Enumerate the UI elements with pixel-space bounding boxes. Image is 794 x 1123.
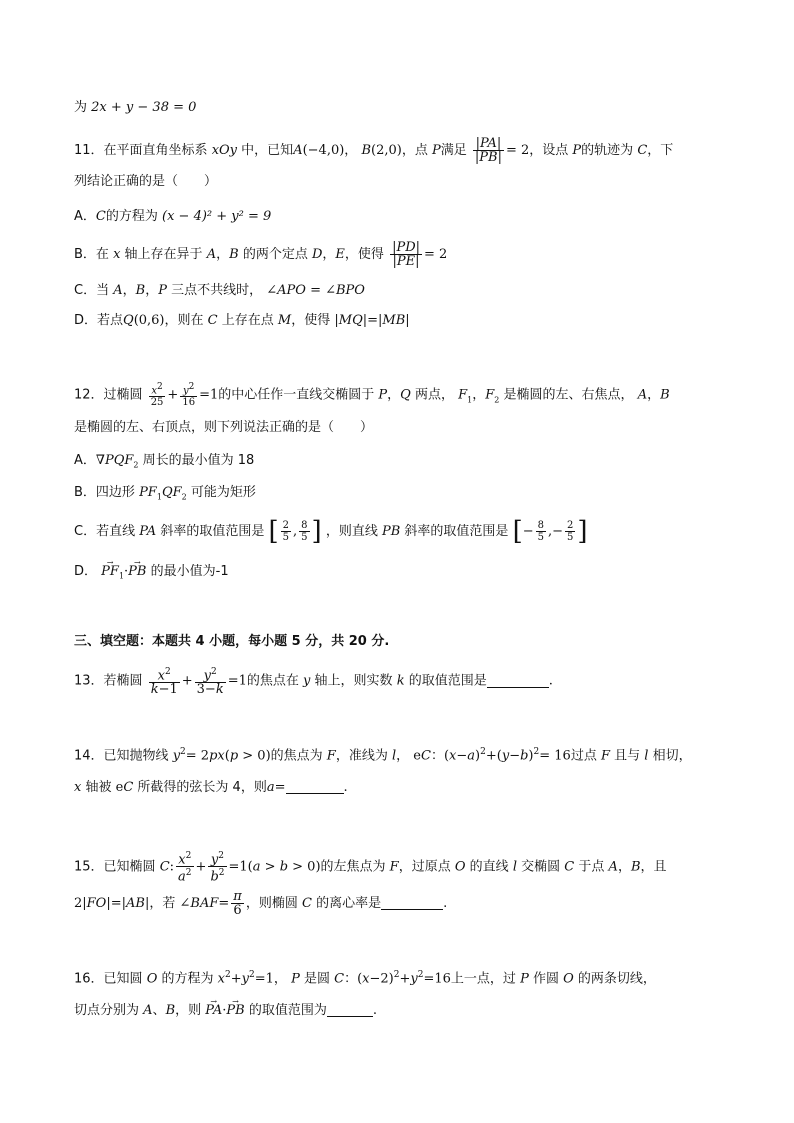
prev-question-tail: 为 2x + y − 38 = 0 <box>74 100 197 115</box>
question-14-line2: x 轴被 eC 所截得的弦长为 4，则a= . <box>74 780 348 795</box>
question-12-option-c: C．若直线 PA 斜率的取值范围是 [ $\frac{2}{5}$ , $\frac{8}{5}$ ] ，则直线 PB 斜率的取值范围是 [− $\frac{8}{5}$ ,− $\frac{2}{5}$ ] <box>74 516 588 547</box>
question-12-option-a: A．$\nabla PQF_2$ 周长的最小值为 18 <box>74 453 255 470</box>
question-14-line1: 14．已知抛物线 $y^2= 2px(p > 0)$的焦点为 F，准线为 l， eC：$(x-a)^2+(y-b)^2= 16$过点 F 且与 l 相切， <box>74 747 692 764</box>
question-12-stem: 12．过椭圆 $\frac{x^2}{25}$ + $\frac{y^2}{16}$ =1的中心任作一直线交椭圆于 P，Q 两点， $F_1$，$F_2$ 是椭圆的左、右焦点， A，B <box>74 382 670 409</box>
question-13: 13．若椭圆 $\frac{x^2}{k-1}$ + $\frac{y^2}{3-k}$ =1的焦点在 y 轴上，则实数 k 的取值范围是 . <box>74 667 553 698</box>
section-3-heading: 三、填空题：本题共 4 小题，每小题 5 分，共 20 分. <box>74 634 390 649</box>
question-15-line2: 2|FO|=|AB|，若 ∠BAF= $\frac{\pi}{6}$ ，则椭圆 C 的离心率是 . <box>74 889 448 918</box>
question-16-line2: 切点分别为 A、B，则 → PA·→ PB 的取值范围为 . <box>74 1001 377 1021</box>
question-16-line1: 16．已知圆 O 的方程为 $x^2+y^2=1$， P 是圆 C：$(x-2)^2+y^2=16$上一点，过 P 作圆 O 的两条切线， <box>74 970 656 987</box>
question-11-option-a: A．C的方程为 (x − 4)² + y² = 9 <box>74 209 272 224</box>
question-11-stem: 11．在平面直角坐标系 xOy 中，已知A(−4,0)， B(2,0)，点 P满足 $\frac{|PA|}{|PB|}$ = 2，设点 P的轨迹为 C，下 <box>74 136 674 165</box>
question-15-line1: 15．已知椭圆 C: $\frac{x^2}{a^2}$ + $\frac{y^2}{b^2}$ =1(a > b > 0)的左焦点为 F，过原点 O 的直线 l 交椭圆 C 于点 A，B，且 <box>74 851 667 885</box>
question-11-option-c: C．当 A，B，P 三点不共线时， ∠APO = ∠BPO <box>74 283 365 298</box>
answer-blank <box>381 895 443 910</box>
answer-blank <box>487 673 549 688</box>
answer-blank <box>327 1002 373 1017</box>
question-12-option-d: D． → $PF_1\cdot\to$ PB 的最小值为-1 <box>74 562 229 587</box>
answer-blank <box>286 779 344 794</box>
question-11-option-d: D．若点Q(0,6)，则在 C 上存在点 M，使得 |MQ|=|MB| <box>74 313 410 328</box>
question-11-option-b: B．在 x 轴上存在异于 A，B 的两个定点 D，E，使得 $\frac{|PD|}{|PE|}$ = 2 <box>74 240 448 269</box>
question-12-stem-line2: 是椭圆的左、右顶点，则下列说法正确的是（ ） <box>74 420 374 435</box>
question-12-option-b: B．四边形 $PF_1QF_2$ 可能为矩形 <box>74 485 256 502</box>
question-11-stem-line2: 列结论正确的是（ ） <box>74 174 218 189</box>
